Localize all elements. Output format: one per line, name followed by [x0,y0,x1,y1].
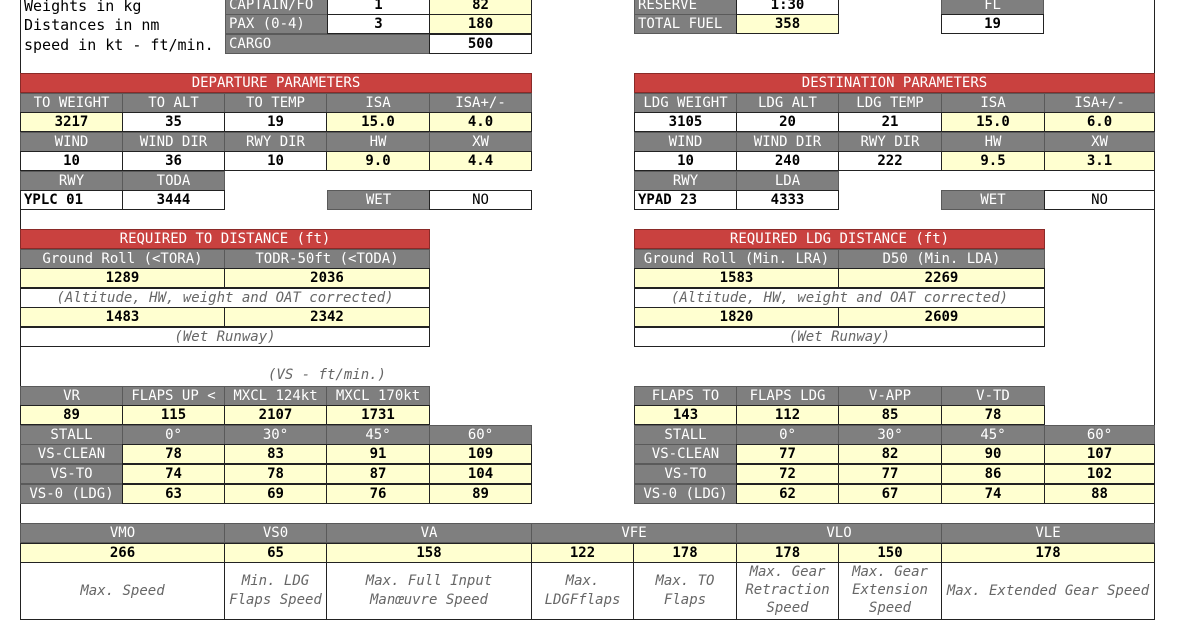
dest-header-isa: ISA [941,93,1045,113]
hdr-vmo: VMO [20,523,225,543]
stall-left-row3-30: 69 [224,484,327,504]
stall-left-hdr-30: 30° [224,425,327,445]
dest-header-lda: LDA [736,171,839,191]
total-fuel-value: 358 [736,14,839,34]
destination-title: DESTINATION PARAMETERS [634,73,1155,93]
val-vmo: 266 [20,543,225,563]
captain-count[interactable]: 1 [327,0,430,15]
to-corrected-note: (Altitude, HW, weight and OAT corrected) [20,288,430,308]
desc-vlo-retraction: Max. Gear Retraction Speed [736,562,839,620]
desc-vfe-ldg: Max. LDGFflaps [531,562,634,620]
dep-to-weight: 3217 [20,112,123,132]
to-corrected-ground-roll: 1483 [20,307,225,327]
hdr-va: VA [326,523,532,543]
val-v-td: 78 [941,405,1045,425]
stall-left-hdr-0: 0° [122,425,225,445]
stall-right-row3-label: VS-0 (LDG) [634,484,737,504]
pax-weight: 180 [429,14,532,34]
dest-xw: 3.1 [1044,151,1155,171]
stall-right-row1-label: VS-CLEAN [634,444,737,464]
to-ground-roll: 1289 [20,268,225,288]
stall-right-row1-60: 107 [1044,444,1155,464]
stall-left-row3-45: 76 [326,484,430,504]
stall-right-row2-60: 102 [1044,464,1155,484]
stall-right-hdr-45: 45° [941,425,1045,445]
dep-wet-label: WET [327,190,430,210]
val-vlo-extension: 150 [838,543,942,563]
to-todr: 2036 [224,268,430,288]
stall-right-hdr-60: 60° [1044,425,1155,445]
dest-header-xw: XW [1044,132,1155,152]
val-vlo-retraction: 178 [736,543,839,563]
dep-to-alt[interactable]: 35 [122,112,225,132]
hdr-vle: VLE [941,523,1155,543]
stall-right-row3-30: 67 [838,484,942,504]
dest-header-hw: HW [941,132,1045,152]
dep-header-xw: XW [429,132,532,152]
cargo-label: CARGO [225,34,430,54]
stall-right-row3-60: 88 [1044,484,1155,504]
reserve-label: RESERVE [634,0,737,15]
stall-left-row3-0: 63 [122,484,225,504]
hdr-flaps-up: FLAPS UP < [122,386,225,406]
to-wet-note: (Wet Runway) [20,327,430,347]
stall-left-hdr-45: 45° [326,425,430,445]
dep-header-isa: ISA [326,93,430,113]
dest-lda[interactable]: 4333 [736,190,839,210]
dep-wet-value[interactable]: NO [429,190,532,210]
total-fuel-label: TOTAL FUEL [634,14,737,34]
hdr-v-td: V-TD [941,386,1045,406]
reserve-value[interactable]: 1:30 [736,0,839,15]
dep-toda[interactable]: 3444 [122,190,225,210]
stall-left-row2-label: VS-TO [20,464,123,484]
captain-label: CAPTAIN/FO [225,0,328,15]
stall-right-row2-30: 77 [838,464,942,484]
stall-left-row2-60: 104 [429,464,532,484]
dep-header-hw: HW [326,132,430,152]
ldg-header-ground-roll: Ground Roll (Min. LRA) [634,249,839,269]
val-v-app: 85 [838,405,942,425]
ldg-header-d50: D50 (Min. LDA) [838,249,1045,269]
hdr-v-app: V-APP [838,386,942,406]
dep-wind-dir[interactable]: 36 [122,151,225,171]
val-vle: 178 [941,543,1155,563]
dep-header-wind: WIND [20,132,123,152]
stall-left-hdr-stall: STALL [20,425,123,445]
stall-left-hdr-60: 60° [429,425,532,445]
desc-vfe-to: Max. TO Flaps [633,562,737,620]
dep-header-to-temp: TO TEMP [224,93,327,113]
val-vr: 89 [20,405,123,425]
dest-header-rwy-dir: RWY DIR [838,132,942,152]
val-vfe-ldg: 122 [531,543,634,563]
departure-title: DEPARTURE PARAMETERS [20,73,532,93]
dest-header-rwy: RWY [634,171,737,191]
pax-label: PAX (0-4) [225,14,328,34]
val-mxcl-124: 2107 [224,405,327,425]
dep-rwy-dir[interactable]: 10 [224,151,327,171]
dest-ldg-alt[interactable]: 20 [736,112,839,132]
fl-value[interactable]: 19 [941,14,1044,34]
desc-vle: Max. Extended Gear Speed [941,562,1155,620]
stall-left-row3-label: VS-0 (LDG) [20,484,123,504]
note-speed: speed in kt - ft/min. [24,36,214,54]
cargo-weight[interactable]: 500 [429,34,532,54]
dest-wet-value[interactable]: NO [1044,190,1155,210]
dest-ldg-temp[interactable]: 21 [838,112,942,132]
stall-right-row1-45: 90 [941,444,1045,464]
stall-left-row2-30: 78 [224,464,327,484]
desc-vmo: Max. Speed [20,562,225,620]
val-flaps-to: 143 [634,405,737,425]
vs-note: (VS - ft/min.) [267,367,386,383]
desc-va: Max. Full Input Manœuvre Speed [326,562,532,620]
captain-weight: 82 [429,0,532,15]
stall-left-row1-60: 109 [429,444,532,464]
hdr-mxcl-170: MXCL 170kt [326,386,430,406]
dep-header-to-weight: TO WEIGHT [20,93,123,113]
dep-header-isa-dev: ISA+/- [429,93,532,113]
hdr-vfe: VFE [531,523,737,543]
dep-hw: 9.0 [326,151,430,171]
ldg-corrected-d50: 2609 [838,307,1045,327]
ldg-distance-title: REQUIRED LDG DISTANCE (ft) [634,229,1045,249]
to-header-ground-roll: Ground Roll (<TORA) [20,249,225,269]
hdr-vr: VR [20,386,123,406]
fl-label: FL [941,0,1044,15]
stall-left-row3-60: 89 [429,484,532,504]
stall-left-row2-45: 87 [326,464,430,484]
stall-right-row1-30: 82 [838,444,942,464]
dep-to-temp[interactable]: 19 [224,112,327,132]
to-header-todr: TODR-50ft (<TODA) [224,249,430,269]
stall-right-row2-45: 86 [941,464,1045,484]
to-distance-title: REQUIRED TO DISTANCE (ft) [20,229,430,249]
dep-header-toda: TODA [122,171,225,191]
stall-right-hdr-0: 0° [736,425,839,445]
ldg-d50: 2269 [838,268,1045,288]
desc-vlo-extension: Max. Gear Extension Speed [838,562,942,620]
dep-header-wind-dir: WIND DIR [122,132,225,152]
val-mxcl-170: 1731 [326,405,430,425]
dep-wind[interactable]: 10 [20,151,123,171]
stall-right-row2-0: 72 [736,464,839,484]
note-distances: Distances in nm [24,16,160,34]
dep-header-rwy: RWY [20,171,123,191]
dep-xw: 4.4 [429,151,532,171]
dest-isa: 15.0 [941,112,1045,132]
dest-header-ldg-alt: LDG ALT [736,93,839,113]
ldg-corrected-note: (Altitude, HW, weight and OAT corrected) [634,288,1045,308]
hdr-vlo: VLO [736,523,942,543]
val-vfe-to: 178 [633,543,737,563]
hdr-vs0: VS0 [224,523,327,543]
ldg-ground-roll: 1583 [634,268,839,288]
ldg-corrected-ground-roll: 1820 [634,307,839,327]
dest-hw: 9.5 [941,151,1045,171]
dest-rwy-dir[interactable]: 222 [838,151,942,171]
stall-left-row1-30: 83 [224,444,327,464]
dep-header-to-alt: TO ALT [122,93,225,113]
dest-rwy[interactable]: YPAD 23 [634,190,737,210]
val-vs0: 65 [224,543,327,563]
stall-left-row2-0: 74 [122,464,225,484]
dest-header-ldg-temp: LDG TEMP [838,93,942,113]
dest-wind[interactable]: 10 [634,151,737,171]
note-weights: Weights in kg [24,0,142,15]
dest-header-isa-dev: ISA+/- [1044,93,1155,113]
stall-right-row3-45: 74 [941,484,1045,504]
dep-rwy[interactable]: YPLC 01 [20,190,123,210]
val-va: 158 [326,543,532,563]
desc-vs0: Min. LDG Flaps Speed [224,562,327,620]
dest-header-wind-dir: WIND DIR [736,132,839,152]
hdr-flaps-to: FLAPS TO [634,386,737,406]
stall-right-row2-label: VS-TO [634,464,737,484]
pax-count[interactable]: 3 [327,14,430,34]
to-corrected-todr: 2342 [224,307,430,327]
dest-wet-label: WET [941,190,1045,210]
dest-wind-dir[interactable]: 240 [736,151,839,171]
val-flaps-up: 115 [122,405,225,425]
stall-right-hdr-30: 30° [838,425,942,445]
stall-left-row1-0: 78 [122,444,225,464]
ldg-wet-note: (Wet Runway) [634,327,1045,347]
dest-header-wind: WIND [634,132,737,152]
stall-left-row1-label: VS-CLEAN [20,444,123,464]
hdr-mxcl-124: MXCL 124kt [224,386,327,406]
hdr-flaps-ldg: FLAPS LDG [736,386,839,406]
val-flaps-ldg: 112 [736,405,839,425]
stall-right-row1-0: 77 [736,444,839,464]
dep-header-rwy-dir: RWY DIR [224,132,327,152]
dep-isa: 15.0 [326,112,430,132]
dest-ldg-weight[interactable]: 3105 [634,112,737,132]
stall-right-hdr-stall: STALL [634,425,737,445]
dep-isa-dev: 4.0 [429,112,532,132]
stall-left-row1-45: 91 [326,444,430,464]
dest-isa-dev: 6.0 [1044,112,1155,132]
stall-right-row3-0: 62 [736,484,839,504]
dest-header-ldg-weight: LDG WEIGHT [634,93,737,113]
